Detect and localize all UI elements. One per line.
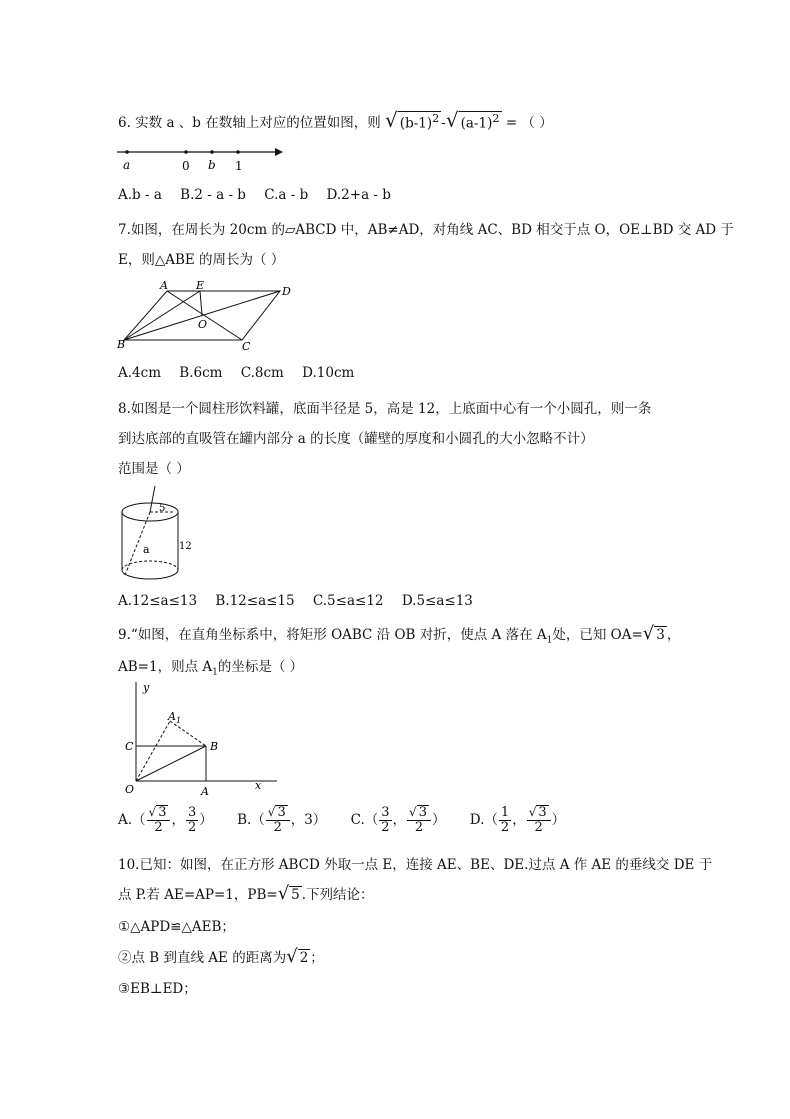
q6-label-b: b [208, 158, 216, 172]
q7-parallelogram-figure [112, 278, 302, 353]
q7-option-a[interactable]: A.4cm [118, 365, 161, 381]
q7-label-o: O [198, 318, 208, 331]
q8-cylinder-figure [115, 482, 200, 582]
q9-stem-line1: 9.“如图，在直角坐标系中，将矩形 OABC 沿 OB 对折，使点 A 落在 $A_1$处，已知 OA=√ 3 ， [118, 623, 681, 646]
q6-option-c[interactable]: C.a - b [264, 187, 309, 203]
q9-label-y: y [143, 681, 150, 694]
q6-number-line [115, 140, 285, 175]
q10-stem-line2: 点 P.若 AE=AP=1，PB=√ 5 .下列结论： [118, 883, 374, 904]
q9-label-a: A [201, 785, 209, 798]
q10-conclusion-2: ②点 B 到直线 AE 的距离为√ 2 ； [118, 946, 324, 967]
q7-option-b[interactable]: B.6cm [179, 365, 223, 381]
q9-option-b[interactable]: B.（ $\frac{√ 3}{2}$ ，3） [237, 805, 327, 835]
q9-label-a1-sub: 1 [176, 716, 182, 725]
q8-option-b[interactable]: B.12≤a≤15 [215, 593, 295, 609]
q9-label-b: B [210, 740, 219, 753]
q6-option-d[interactable]: D.2+a - b [326, 187, 391, 203]
q6-answer-bracket: = （ ） [505, 115, 553, 131]
q9-label-o: O [125, 783, 135, 796]
q6-expression: √ $(b-1)^2$ -√ $(a-1)^2$ [385, 108, 500, 132]
q7-option-d[interactable]: D.10cm [302, 365, 355, 381]
q7-label-a: A [160, 279, 168, 292]
q7-label-b: B [117, 338, 126, 351]
q9-label-a1: A [168, 710, 176, 723]
q6-text: 6. 实数 a 、b 在数轴上对应的位置如图，则 [118, 115, 381, 131]
q8-stem-line2: 到达底部的直吸管在罐内部分 a 的长度（罐壁的厚度和小圆孔的大小忽略不计） [118, 431, 594, 447]
q9-option-d[interactable]: D.（ $\frac{1}{2}$ ， $\frac{√ 3}{2}$ ） [469, 804, 566, 835]
q8-option-c[interactable]: C.5≤a≤12 [312, 593, 384, 609]
q6-options [118, 187, 405, 203]
q9-option-a[interactable]: A.（ $\frac{√ 3}{2}$ ， $\frac{3}{2}$ ） [118, 804, 213, 835]
q8-label-radius: 5 [159, 503, 166, 514]
q7-stem-line2: E，则△ABE 的周长为（ ） [118, 252, 285, 268]
q6-option-a[interactable]: A.b - a [118, 187, 162, 203]
q10-stem-line1: 10.已知：如图，在正方形 ABCD 外取一点 E，连接 AE、BE、DE.过点 A 作 AE 的垂线交 DE 于 [118, 857, 713, 873]
q9-coordinate-figure [115, 678, 285, 798]
q7-label-c: C [242, 340, 251, 353]
q9-stem-line2: AB=1，则点 $A_1$的坐标是（ ） [118, 659, 304, 678]
q7-option-c[interactable]: C.8cm [240, 365, 284, 381]
q6-label-0: 0 [182, 159, 190, 173]
q9-label-c: C [125, 740, 134, 753]
q9-options [118, 805, 565, 835]
q9-option-c[interactable]: C.（ $\frac{3}{2}$ ， $\frac{√ 3}{2}$ ） [350, 804, 446, 835]
q7-stem-line1: 7.如图，在周长为 20cm 的▱ABCD 中，AB≠AD，对角线 AC、BD 相交于点 O，OE⊥BD 交 AD 于 [118, 222, 734, 238]
q8-stem-line1: 8.如图是一个圆柱形饮料罐，底面半径是 5，高是 12，上底面中心有一个小圆孔，则一条 [118, 401, 652, 417]
q8-option-d[interactable]: D.5≤a≤13 [401, 593, 473, 609]
q8-option-a[interactable]: A.12≤a≤13 [118, 593, 198, 609]
q8-options [118, 593, 487, 609]
q7-label-e: E [196, 279, 205, 292]
q10-conclusion-3: ③EB⊥ED； [118, 981, 197, 997]
q9-label-x: x [255, 779, 262, 792]
q8-label-height: 12 [179, 541, 192, 552]
q8-label-a: a [143, 543, 150, 556]
q8-stem-line3: 范围是（ ） [118, 461, 190, 477]
q10-conclusion-1: ①△APD≌△AEB； [118, 919, 235, 935]
q7-options [118, 365, 368, 381]
q6-stem [118, 108, 553, 132]
q6-option-b[interactable]: B.2 - a - b [180, 187, 246, 203]
q6-label-a: a [123, 158, 131, 172]
q6-label-1: 1 [235, 159, 243, 173]
q7-label-d: D [282, 285, 291, 298]
